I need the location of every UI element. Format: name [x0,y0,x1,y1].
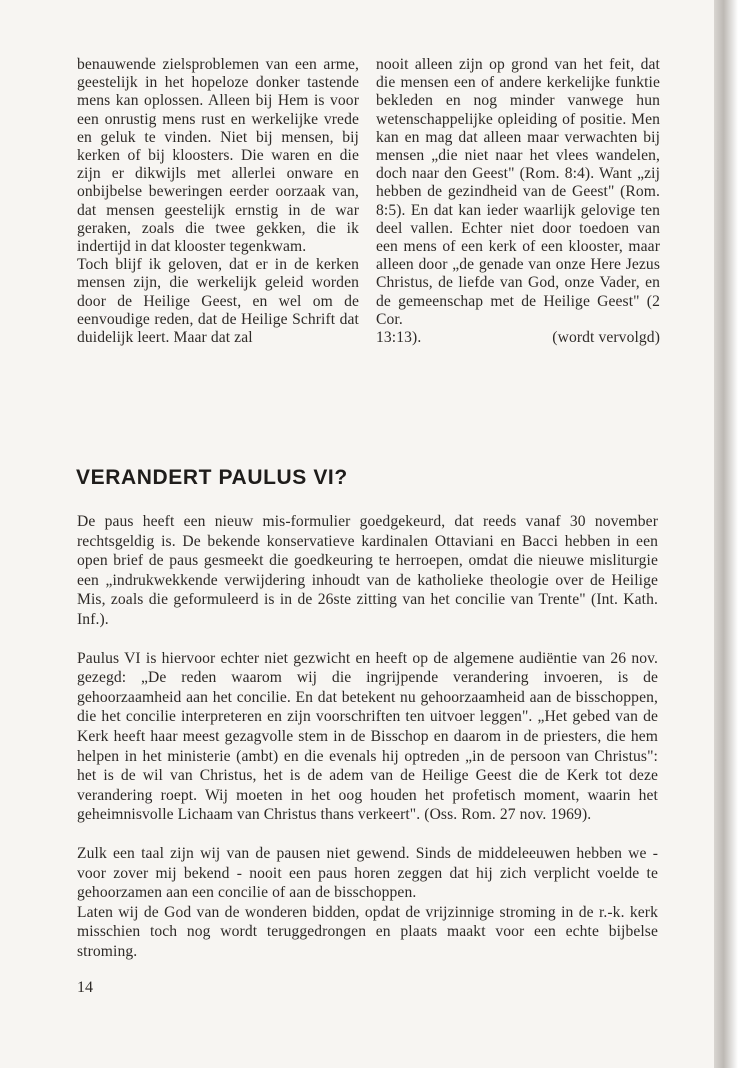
article-paragraph-4: Laten wij de God van de wonderen bidden, opdat de vrijzinnige stroming in de r.-k. kerk misschien toch nog wordt teruggedrongen en plaats maakt voor een echte bijbelse stroming. [77,903,658,960]
to-be-continued-note: (wordt vervolgd) [552,329,660,347]
right-column-last-line [376,329,660,347]
page-edge-shadow [714,0,738,1068]
left-column-paragraph-1: benauwende zielsproblemen van een arme, geestelijk in het hopeloze donker tastende mens kan oplossen. Alleen bij Hem is voor een onrustig mens rust en werkelijke vrede en geluk te vinden. Niet bij mensen, bij kerken of bij kloosters. Die waren en die zijn er dikwijls met allerlei onware en onbijbelse beweringen eerder oorzaak van, dat mensen geestelijk ernstig in de war geraken, zoals die twee gekken, die ik indertijd in dat klooster tegenkwam. [77,56,359,256]
left-column-paragraph-2: Toch blijf ik geloven, dat er in de kerken mensen zijn, die werkelijk geleid worden door de Heilige Geest, en wel om de eenvoudige reden, dat de Heilige Schrift dat duidelijk leert. Maar dat zal [77,256,359,347]
article-paragraph-1: De paus heeft een nieuw mis-formulier goedgekeurd, dat reeds vanaf 30 november rechtsgeldig is. De bekende konservatieve kardinalen Ottaviani en Bacci hebben in een open brief de paus gesmeekt die goedkeuring te herroepen, omdat die nieuwe misliturgie een „indrukwekkende verwijdering inhoudt van de katholieke theologie over de Heilige Mis, zoals die geformuleerd is in de 26ste zitting van het concilie van Trente" (Int. Kath. Inf.). [77,513,658,628]
right-column-paragraph: nooit alleen zijn op grond van het feit, dat die mensen een of andere kerkelijke funktie bekleden en nog minder vanwege hun wetenschappelijke opleiding of positie. Men kan en mag dat alleen maar verwachten bij mensen „die niet naar het vlees wandelen, doch naar den Geest" (Rom. 8:4). Want „zij hebben de gezindheid van de Geest" (Rom. 8:5). En dat kan ieder waarlijk gelovige ten deel vallen. Echter niet door toedoen van een mens of een kerk of een klooster, maar alleen door „de genade van onze Here Jezus Christus, de liefde van God, onze Vader, en de gemeenschap met de Heilige Geest" (2 Cor. [376,56,660,328]
article-paragraph-2: Paulus VI is hiervoor echter niet gezwicht en heeft op de algemene audiëntie van 26 nov. gezegd: „De reden waarom wij die ingrijpende verandering invoeren, is de gehoorzaamheid aan het concilie. En dat betekent nu gehoorzaamheid aan de bisschoppen, die het concilie interpreteren en zijn voorschriften ten uitvoer leggen". „Het gebed van de Kerk heeft haar meest gezagvolle stem in de Bisschop en daarom in de priesters, die hem helpen in het ministerie (ambt) en die evenals hij optreden „in de persoon van Christus": het is de wil van Christus, het is de adem van de Heilige Geest die de Kerk tot deze verandering roept. Wij moeten in het oog houden het profetisch moment, waarin het geheimnisvolle Lichaam van Christus thans verkeert". (Oss. Rom. 27 nov. 1969). [77,649,658,824]
right-column [376,56,660,347]
scripture-reference: 13:13). [376,329,422,347]
article-paragraph-3: Zulk een taal zijn wij van de pausen niet gewend. Sinds de middeleeuwen hebben we - voor zover mij bekend - nooit een paus horen zeggen dat hij zich verplicht voelde te gehoorzamen aan een concilie of aan de bisschoppen. [77,844,658,902]
article-heading: VERANDERT PAULUS VI? [76,466,348,489]
article-body [77,512,658,961]
page-number: 14 [77,979,93,996]
left-column [77,56,359,347]
